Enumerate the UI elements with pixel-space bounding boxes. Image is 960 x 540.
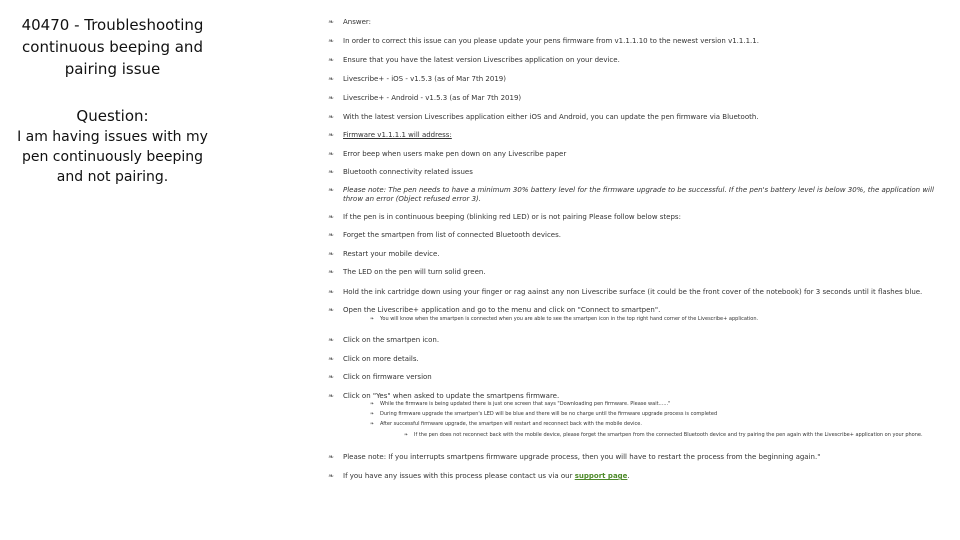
list-item: ❧ Answer:: [328, 18, 372, 26]
list-item: ❧ Ensure that you have the latest version Livescribes application on your device.: [328, 56, 620, 64]
feather-icon: ❧: [370, 316, 375, 322]
page-title: 40470 - Troubleshooting continuous beeping and pairing issue: [21, 16, 204, 78]
list-item: ❧ Firmware v1.1.1.1 will address:: [328, 131, 452, 139]
feather-icon: ❧: [328, 336, 334, 344]
list-item: ❧ Hold the ink cartridge down using your finger or rag aainst any non Livescribe surface (it could be the front cover of the notebook) for 3 seconds until it flashes blue.: [328, 288, 923, 296]
list-item: ❧ If the pen is in continuous beeping (blinking red LED) or is not pairing Please follow below steps:: [328, 213, 681, 221]
list-item: ❧ Forget the smartpen from list of connected Bluetooth devices.: [328, 231, 561, 239]
sub-list-item: ❧ While the firmware is being updated there is just one screen that says "Downloading pen firmware. Please wait......": [370, 401, 671, 407]
feather-icon: ❧: [328, 373, 334, 381]
feather-icon: ❧: [328, 37, 334, 45]
feather-icon: ❧: [328, 150, 334, 158]
feather-icon: ❧: [370, 421, 375, 427]
feather-icon: ❧: [328, 18, 334, 26]
list-item: ❧ Click on "Yes" when asked to update the smartpens firmware.: [328, 392, 560, 400]
feather-icon: ❧: [328, 213, 334, 221]
feather-icon: ❧: [328, 355, 334, 363]
list-item: ❧ Open the Livescribe+ application and go to the menu and click on "Connect to smartpen".: [328, 306, 661, 314]
list-item: ❧ Error beep when users make pen down on any Livescribe paper: [328, 150, 567, 158]
feather-icon: ❧: [328, 75, 334, 83]
list-item: ❧ Livescribe+ - iOS - v1.5.3 (as of Mar 7th 2019): [328, 75, 506, 83]
sub-list-item: ❧ You will know when the smartpen is connected when you are able to see the smartpen icon in the top right hand corner of the Livescribe+ application.: [370, 316, 759, 322]
feather-icon: ❧: [328, 392, 334, 400]
feather-icon: ❧: [328, 472, 334, 480]
list-item: ❧ The LED on the pen will turn solid green.: [328, 268, 486, 276]
sub-list-item: ❧ During firmware upgrade the smartpen's LED will be blue and there will be no charge until the firmware upgrade process is completed: [370, 411, 718, 417]
list-item: ❧ Please note: The pen needs to have a minimum 30% battery level for the firmware upgrade to be successful. If the pen's battery level is below 30%, the application will throw an error (Object refused error 3).: [328, 186, 934, 203]
feather-icon: ❧: [328, 288, 334, 296]
feather-icon: ❧: [328, 131, 334, 139]
list-item: ❧ Click on more details.: [328, 355, 419, 363]
question-heading: Question:: [76, 107, 149, 125]
list-item: ❧ Click on firmware version: [328, 373, 432, 381]
list-item: ❧ Livescribe+ - Android - v1.5.3 (as of Mar 7th 2019): [328, 94, 522, 102]
feather-icon: ❧: [370, 401, 375, 407]
sidebar: [10, 14, 215, 187]
list-item: ❧ If you have any issues with this process please contact us via our support page.: [328, 472, 630, 480]
feather-icon: ❧: [328, 113, 334, 121]
feather-icon: ❧: [328, 186, 334, 194]
feather-icon: ❧: [328, 56, 334, 64]
feather-icon: ❧: [328, 268, 334, 276]
feather-icon: ❧: [328, 453, 334, 461]
question-body: I am having issues with my pen continuously beeping and not pairing.: [17, 129, 208, 185]
feather-icon: ❧: [328, 94, 334, 102]
feather-icon: ❧: [328, 250, 334, 258]
feather-icon: ❧: [328, 168, 334, 176]
feather-icon: ❧: [404, 432, 409, 438]
list-item: ❧ With the latest version Livescribes application either iOS and Android, you can update the pen firmware via Bluetooth.: [328, 113, 759, 121]
list-item: ❧ Please note: If you interrupts smartpens firmware upgrade process, then you will have to restart the process from the beginning again.": [328, 453, 821, 461]
feather-icon: ❧: [370, 411, 375, 417]
list-item: ❧ Click on the smartpen icon.: [328, 336, 440, 344]
feather-icon: ❧: [328, 231, 334, 239]
sub-list-item: ❧ If the pen does not reconnect back with the mobile device, please forget the smartpen from the connected Bluetooth device and try pairing the pen again with the Livescribe+ application on your phone.: [404, 432, 923, 438]
sub-list-item: ❧ After successful firmware upgrade, the smartpen will restart and reconnect back with the mobile device.: [370, 421, 642, 427]
list-item: ❧ Bluetooth connectivity related issues: [328, 168, 473, 176]
list-item: ❧ Restart your mobile device.: [328, 250, 440, 258]
feather-icon: ❧: [328, 306, 334, 314]
support-page-link[interactable]: support page: [574, 472, 628, 480]
list-item: ❧ In order to correct this issue can you please update your pens firmware from v1.1.1.10 to the newest version v1.1.1.1.: [328, 37, 759, 45]
